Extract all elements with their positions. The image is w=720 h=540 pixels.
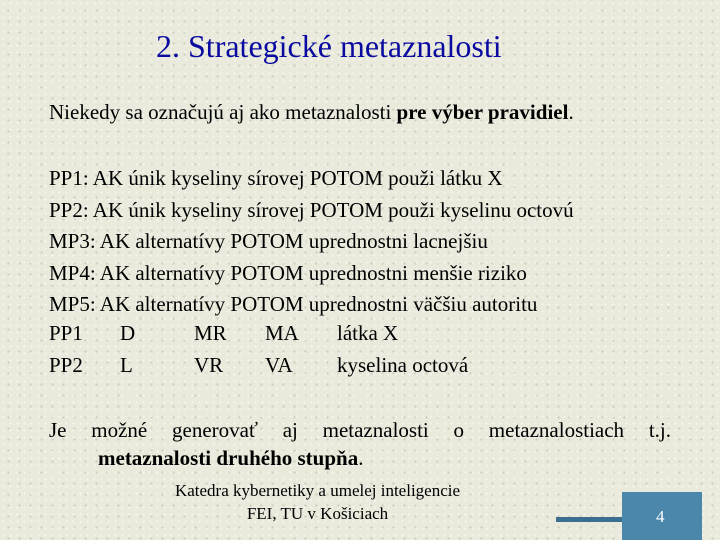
- rule-keyword: POTOM: [230, 260, 309, 285]
- rule-keyword: POTOM: [230, 292, 309, 316]
- page-number: 4: [656, 507, 665, 526]
- rule-condition: alternatívy: [135, 229, 231, 253]
- intro-text-part: Niekedy sa označujú aj ako metaznalosti: [49, 100, 397, 124]
- rule-action: použi látku X: [388, 166, 503, 190]
- table-cell: PP1: [49, 321, 83, 345]
- intro-bold: pre výber pravidiel: [396, 100, 569, 124]
- page-number-box: [622, 492, 702, 540]
- conclusion-bold: metaznalosti druhého stupňa: [98, 446, 359, 470]
- rule-condition: alternatívy: [135, 292, 231, 316]
- conclusion-line: Je možné generovať aj metaznalosti o metaznalostiach t.j.: [49, 418, 671, 442]
- rule-item: [49, 226, 574, 258]
- rule-action: použi kyselinu octovú: [388, 197, 574, 222]
- rule-list: [49, 163, 574, 321]
- footer: [140, 479, 495, 525]
- intro-text: [49, 100, 574, 125]
- footer-faculty: FEI, TU v Košiciach: [246, 504, 389, 523]
- conclusion-end: .: [358, 446, 364, 470]
- table-cell: L: [120, 352, 133, 377]
- table-cell: VA: [265, 352, 293, 377]
- rule-id: MP3: AK: [49, 229, 136, 253]
- conclusion-text: [49, 416, 671, 472]
- rule-keyword: POTOM: [309, 166, 389, 190]
- rule-id: PP2: AK: [49, 197, 129, 222]
- rule-action: uprednostni menšie riziko: [308, 260, 527, 285]
- footer-divider: [556, 517, 622, 522]
- table-cell: PP2: [49, 352, 83, 377]
- table-cell: VR: [194, 352, 224, 377]
- conclusion-line-2: [49, 444, 671, 472]
- rule-id: PP1: AK: [49, 166, 129, 190]
- rule-id: MP5: AK: [49, 292, 136, 316]
- table-cell: látka X: [337, 321, 399, 345]
- rule-item: [49, 289, 574, 321]
- table-cell: kyselina octová: [337, 352, 469, 377]
- rule-condition: alternatívy: [135, 260, 231, 285]
- rule-item: [49, 195, 574, 227]
- table-cell: MR: [194, 321, 227, 345]
- table-row: [49, 350, 509, 382]
- rule-id: MP4: AK: [49, 260, 136, 285]
- rule-keyword: POTOM: [309, 197, 389, 222]
- table-row: [49, 318, 509, 350]
- slide-title: 2. Strategické metaznalosti: [156, 28, 502, 64]
- rule-action: uprednostni väčšiu autoritu: [308, 292, 538, 316]
- rule-table: [49, 318, 509, 381]
- rule-item: [49, 258, 574, 290]
- footer-department: Katedra kybernetiky a umelej inteligencie: [174, 481, 461, 500]
- rule-condition: únik kyseliny sírovej: [128, 166, 310, 190]
- table-cell: MA: [265, 321, 299, 345]
- rule-keyword: POTOM: [230, 229, 309, 253]
- rule-condition: únik kyseliny sírovej: [128, 197, 310, 222]
- intro-end: .: [568, 100, 574, 124]
- rule-item: [49, 163, 574, 195]
- table-cell: D: [120, 321, 136, 345]
- rule-action: uprednostni lacnejšiu: [308, 229, 488, 253]
